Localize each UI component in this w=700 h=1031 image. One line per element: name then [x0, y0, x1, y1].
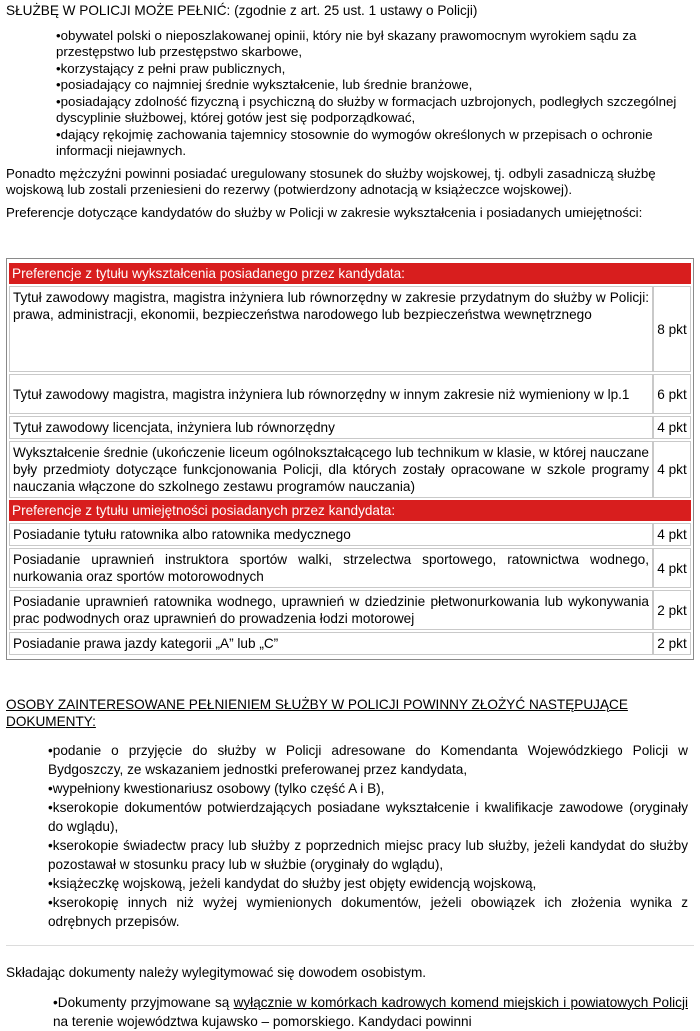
bullet-icon: •	[53, 994, 58, 1010]
list-item: •podanie o przyjęcie do służby w Policji adresowane do Komendanta Wojewódzkiego Policji w Bydgoszczy, ze wskazaniem jednostki preferowanej przez kandydata,	[48, 743, 688, 777]
list-item: •posiadający zdolność fizyczną i psychiczną do służby w formacjach uzbrojonych, podległych szczególnej dyscyplinie służbowej, której gotów jest się podporządkować,	[56, 93, 677, 125]
list-item: •kserokopię innych niż wyżej wymienionych dokumentów, jeżeli obowiązek ich złożenia wynika z odrębnych przepisów.	[48, 895, 688, 929]
bullet-icon: •	[48, 781, 53, 796]
bullet-icon: •	[48, 800, 53, 815]
id-note: Składając dokumenty należy wylegitymować się dowodem osobistym.	[6, 965, 427, 980]
bullet-icon: •	[56, 93, 61, 109]
list-item: •książeczkę wojskową, jeżeli kandydat do służby jest objęty ewidencją wojskową,	[48, 876, 537, 891]
bullet-icon: •	[48, 876, 53, 891]
divider	[6, 945, 694, 946]
preferences-table	[6, 258, 694, 660]
bullet-icon: •	[48, 838, 53, 853]
military-note: Ponadto mężczyźni powinni posiadać uregulowany stosunek do służby wojskowej, tj. odbyli zasadniczą służbę wojskową lub zostali przeniesieni do rezerwy (potwierdzony adnotacją w książeczce wojskowej).	[6, 165, 656, 197]
bullet-icon: •	[56, 27, 61, 43]
preferences-intro: Preferencje dotyczące kandydatów do służby w Policji w zakresie wykształcenia i posiadanych umiejętności:	[6, 204, 643, 220]
list-item: •korzystający z pełni praw publicznych,	[56, 60, 286, 76]
bullet-icon: •	[56, 77, 61, 92]
document-page	[0, 3, 700, 1031]
table-row: Wykształcenie średnie (ukończenie liceum ogólnokształcącego lub technikum w klasie, w której nauczane były przedmioty dotyczące funkcjonowania Policji, dla których zostały opracowane w szkole programy nauczania włączone do szkolnego zestawu programów nauczania) 4 pkt	[9, 441, 691, 498]
table-row: Posiadanie prawa jazdy kategorii „A” lub „C” 2 pkt	[9, 632, 691, 655]
list-item: •dający rękojmię zachowania tajemnicy stosownie do wymogów określonych w przepisach o ochronie informacji niejawnych.	[56, 126, 653, 158]
bullet-icon: •	[56, 60, 61, 76]
table-row: Posiadanie uprawnień instruktora sportów walki, strzelectwa sportowego, ratownictwa wodnego, nurkowania oraz sportów motorowodnych 4 pkt	[9, 548, 691, 588]
bullet-icon: •	[56, 126, 61, 142]
list-item: •kserokopie dokumentów potwierdzających posiadane wykształcenie i kwalifikacje zawodowe (oryginały do wglądu),	[48, 800, 688, 834]
documents-list	[6, 741, 694, 931]
section-heading-eligibility: SŁUŻBĘ W POLICJI MOŻE PEŁNIĆ: (zgodnie z art. 25 ust. 1 ustawy o Policji)	[6, 3, 478, 18]
table-row: Tytuł zawodowy licencjata, inżyniera lub równorzędny 4 pkt	[9, 416, 691, 439]
bullet-icon: •	[48, 895, 53, 910]
section-heading-documents: OSOBY ZAINTERESOWANE PEŁNIENIEM SŁUŻBY W POLICJI POWINNY ZŁOŻYĆ NASTĘPUJĄCE DOKUMENTY:	[6, 697, 628, 729]
list-item: •kserokopie świadectw pracy lub służby z poprzednich miejsc pracy lub służby, jeżeli kandydat do służby pozostawał w stosunku pracy lub w służbie (oryginały do wglądu),	[48, 838, 688, 872]
list-item: •wypełniony kwestionariusz osobowy (tylko część A i B),	[48, 781, 385, 796]
table-row: Tytuł zawodowy magistra, magistra inżyniera lub równorzędny w innym zakresie niż wymieniony w lp.1 6 pkt	[9, 374, 691, 414]
skills-header: Preferencje z tytułu umiejętności posiadanych przez kandydata:	[9, 500, 691, 521]
table-row: Tytuł zawodowy magistra, magistra inżyniera lub równorzędny w zakresie przydatnym do służby w Policji: prawa, administracji, ekonomii, bezpieczeństwa narodowego lub bezpieczeństwa wewnętrznego 8 pkt	[9, 286, 691, 372]
submission-places: wyłącznie w komórkach kadrowych komend miejskich i powiatowych Policji	[233, 994, 688, 1010]
list-item: •posiadający co najmniej średnie wykształcenie, lub średnie branżowe,	[56, 77, 473, 92]
table-row: Posiadanie uprawnień ratownika wodnego, uprawnień w dziedzinie płetwonurkowania lub wykonywania prac podwodnych oraz uprawnień do prowadzenia łodzi motorowej 2 pkt	[9, 590, 691, 630]
table-row: Posiadanie tytułu ratownika albo ratownika medycznego 4 pkt	[9, 523, 691, 546]
eligibility-list	[6, 28, 694, 160]
bullet-icon: •	[48, 743, 53, 758]
list-item: •obywatel polski o nieposzlakowanej opinii, który nie był skazany prawomocnym wyrokiem sądu za przestępstwo lub przestępstwo skarbowe,	[56, 27, 637, 59]
education-header: Preferencje z tytułu wykształcenia posiadanego przez kandydata:	[9, 263, 691, 284]
submission-note: •Dokumenty przyjmowane są wyłącznie w komórkach kadrowych komend miejskich i powiatowych Policji na terenie województwa kujawsko – pomorskiego. Kandydaci powinni	[53, 994, 688, 1029]
